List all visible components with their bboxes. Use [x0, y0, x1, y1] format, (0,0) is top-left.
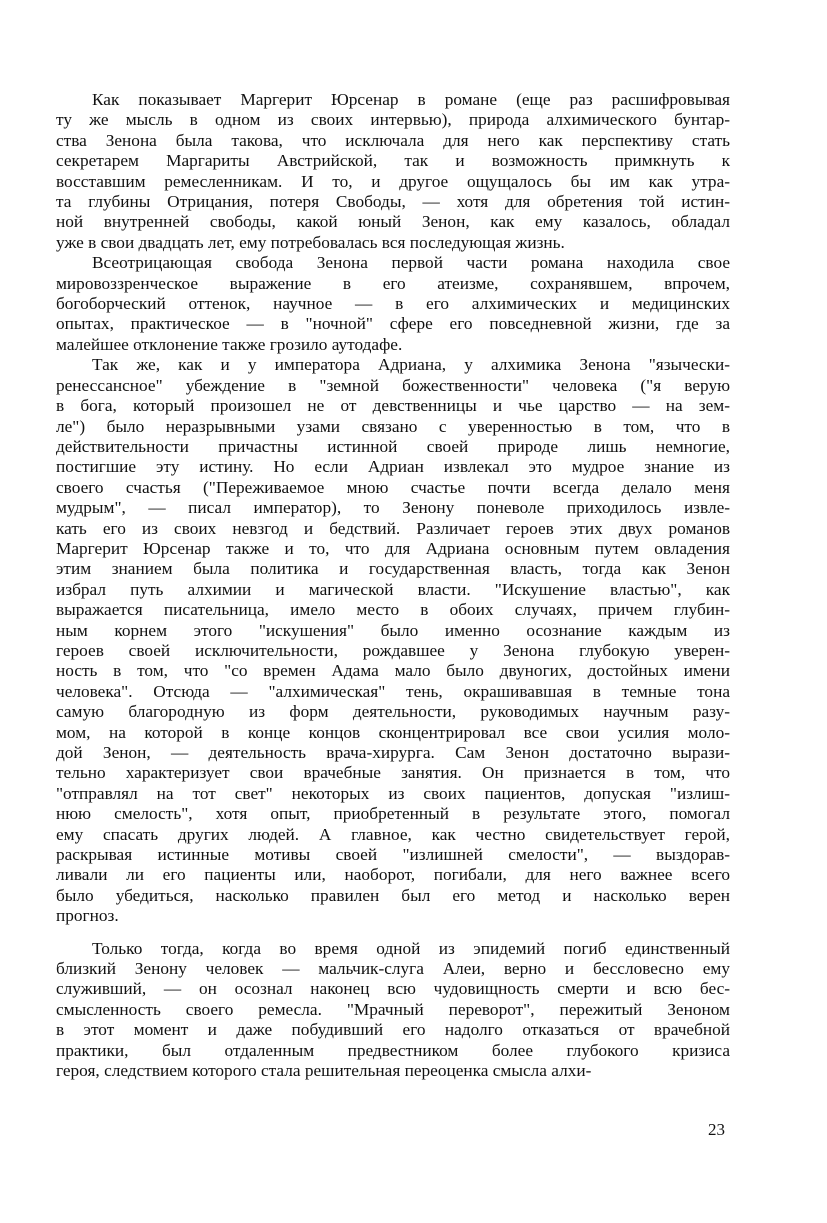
text-line: Всеотрицающая свобода Зенона первой части романа находила свое: [92, 253, 730, 273]
text-line: героев своей исключительности, рождавшее у Зенона глубокую уверен-: [56, 640, 730, 660]
text-line: Только тогда, когда во время одной из эпидемий погиб единственный: [92, 938, 730, 958]
text-line: богоборческий оттенок, научное — в его алхимических и медицинских: [56, 294, 730, 314]
text-line: самую благородную из форм деятельности, руководимых научным разу-: [56, 702, 730, 722]
text-line: мом, на которой в конце концов сконцентрировал все свои усилия моло-: [56, 722, 730, 742]
text-line: опытах, практическое — в "ночной" сфере его повседневной жизни, где за: [56, 314, 730, 334]
text-line: выражается писательница, имело место в обоих случаях, причем глубин-: [56, 600, 730, 620]
text-line: прогноз.: [56, 906, 119, 926]
text-line: Маргерит Юрсенар также и то, что для Адриана основным путем овладения: [56, 538, 730, 558]
text-line: человека". Отсюда — "алхимическая" тень, окрашивавшая в темные тона: [56, 681, 730, 701]
text-line: ным корнем этого "искушения" было именно осознание каждым из: [56, 620, 730, 640]
text-line: героя, следствием которого стала решительная переоценка смысла алхи-: [56, 1061, 592, 1081]
text-line: ливали ли его пациенты или, наоборот, погибали, для него важнее всего: [56, 865, 730, 885]
text-line: ной внутренней свободы, какой юный Зенон, как ему казалось, обладал: [56, 212, 730, 232]
text-line: ность в том, что "со времен Адама мало было двуногих, достойных имени: [56, 661, 730, 681]
text-line: тельно характеризует свои врачебные занятия. Он признается в том, что: [56, 763, 730, 783]
text-line: уже в свои двадцать лет, ему потребовалась вся последующая жизнь.: [56, 232, 565, 252]
text-line: восставшим ремесленникам. И то, и другое ощущалось бы им как утра-: [56, 171, 730, 191]
text-line: этим знанием была политика и государственная власть, тогда как Зенон: [56, 559, 730, 579]
text-line: служивший, — он осознал наконец всю чудовищность смерти и всю бес-: [56, 979, 730, 999]
text-line: раскрывая истинные мотивы своей "излишней смелости", — выздорав-: [56, 845, 730, 865]
text-line: действительности причастны истинной своей природе лишь немногие,: [56, 436, 730, 456]
paragraph-2: [56, 253, 730, 355]
text-line: Так же, как и у императора Адриана, у алхимика Зенона "язычески-: [92, 355, 730, 375]
text-line: малейшее отклонение также грозило аутодафе.: [56, 334, 403, 354]
page-body: [56, 90, 730, 1082]
text-line: дой Зенон, — деятельность врача-хирурга. Сам Зенон достаточно вырази-: [56, 743, 730, 762]
text-line: ему спасать других людей. А главное, как честно свидетельствует герой,: [56, 824, 730, 844]
text-line: мировоззренческое выражение в его атеизме, сохранявшем, впрочем,: [56, 273, 730, 293]
text-line: практики, был отдаленным предвестником более глубокого кризиса: [56, 1040, 730, 1060]
text-line: ства Зенона была такова, что исключала для него как перспективу стать: [56, 130, 730, 150]
text-line: близкий Зенону человек — мальчик-слуга Алеи, верно и бессловесно ему: [56, 959, 730, 979]
text-line: ренессансное" убеждение в "земной божественности" человека ("я верую: [56, 375, 730, 395]
text-line: своего счастья ("Переживаемое мною счастье почти всегда делало меня: [56, 477, 730, 497]
text-line: та глубины Отрицания, потеря Свободы, — хотя для обретения той истин-: [56, 192, 730, 212]
text-line: "отправлял на тот свет" некоторых из своих пациентов, допуская "излиш-: [56, 783, 730, 803]
text-line: Как показывает Маргерит Юрсенар в романе (еще раз расшифровывая: [92, 90, 730, 109]
text-line: в этот момент и даже побудивший его надолго отказаться от врачебной: [56, 1020, 730, 1040]
text-line: ле") было неразрывными узами связано с уверенностью в том, что в: [56, 416, 730, 436]
text-line: кать его из своих невзгод и бедствий. Различает героев этих двух романов: [56, 518, 730, 538]
text-line: нюю смелость", хотя опыт, приобретенный в результате этого, помогал: [56, 804, 730, 824]
text-line: смысленность своего ремесла. "Мрачный переворот", пережитый Зеноном: [56, 999, 730, 1019]
paragraph-3: [56, 355, 730, 926]
paragraph-4: [56, 939, 730, 1082]
text-line: избрал путь алхимии и магической власти. "Искушение властью", как: [56, 579, 730, 599]
page-number: 23: [708, 1120, 725, 1139]
text-line: ту же мысль в одном из своих интервью), природа алхимического бунтар-: [56, 110, 730, 130]
text-line: мудрым", — писал император), то Зенону поневоле приходилось извле-: [56, 498, 730, 518]
text-line: постигшие эту истину. Но если Адриан извлекал это мудрое знание из: [56, 457, 730, 477]
paragraph-1: [56, 90, 730, 253]
text-line: в бога, который произошел не от девственницы и чье царство — на зем-: [56, 396, 730, 416]
text-line: было убедиться, насколько правилен был его метод и насколько верен: [56, 885, 730, 905]
text-line: секретарем Маргариты Австрийской, так и возможность примкнуть к: [56, 151, 730, 171]
